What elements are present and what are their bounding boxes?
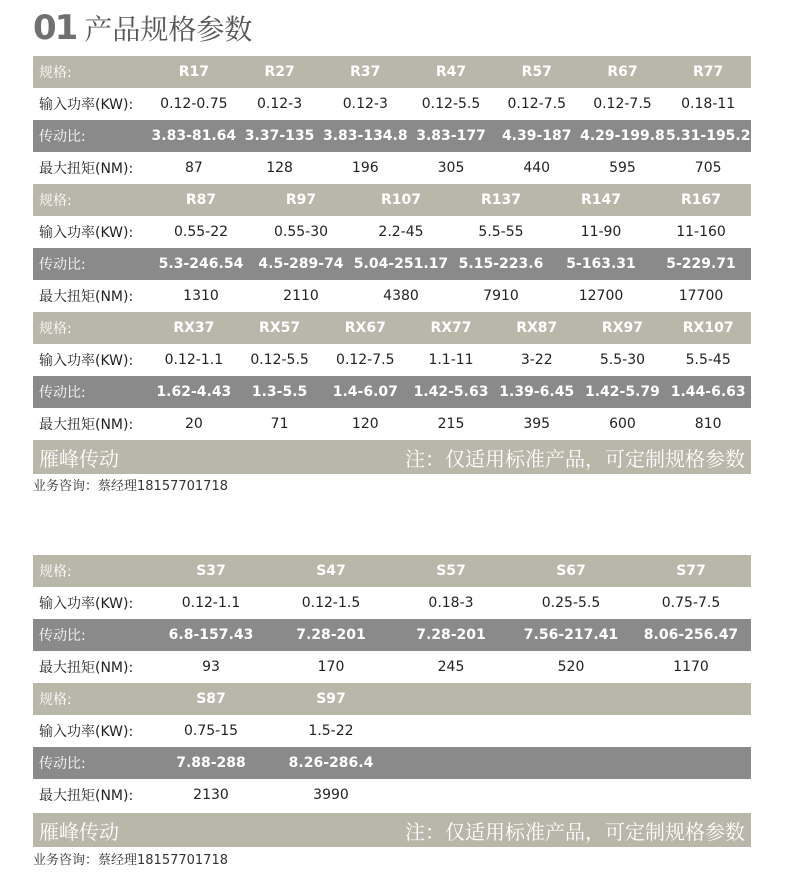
model-cell: R47	[435, 64, 467, 80]
spec-label: 规格:	[39, 321, 72, 337]
model-cell: S57	[436, 563, 466, 579]
model-cell: R107	[380, 192, 421, 208]
ratio-cell: 5-229.71	[666, 256, 736, 272]
model-cell: S37	[196, 563, 226, 579]
model-cell: RX77	[430, 320, 472, 336]
power-row	[33, 344, 751, 376]
ratio-cell: 3.83-177	[416, 128, 486, 144]
torque-cell: 12700	[578, 288, 624, 304]
footer-note: 注：仅适用标准产品，可定制规格参数	[405, 819, 745, 844]
torque-row	[33, 779, 751, 811]
power-cell: 0.18-11	[681, 96, 736, 112]
power-cell: 0.12-7.5	[507, 96, 566, 112]
torque-cell: 4380	[383, 288, 419, 304]
ratio-cell: 1.42-5.79	[585, 384, 660, 400]
power-cell: 1.5-22	[308, 723, 354, 739]
ratio-cell: 7.56-217.41	[523, 627, 619, 643]
ratio-cell: 1.39-6.45	[499, 384, 575, 400]
power-cell: 5.5-45	[685, 352, 731, 368]
torque-cell: 196	[351, 160, 379, 176]
power-cell: 0.12-1.5	[301, 595, 361, 611]
power-cell: 5.5-30	[599, 352, 646, 368]
model-cell: R77	[693, 64, 724, 80]
contact-info: 业务咨询：蔡经理18157701718	[33, 853, 228, 868]
torque-cell: 20	[184, 416, 203, 432]
model-cell: RX97	[601, 320, 643, 336]
ratio-cell: 1.44-6.63	[670, 384, 746, 400]
ratio-cell: 7.28-201	[416, 627, 486, 643]
power-cell: 0.12-7.5	[593, 96, 652, 112]
power-cell: 0.75-15	[183, 723, 239, 739]
ratio-cell: 5.3-246.54	[158, 256, 244, 272]
spec-label: 规格:	[39, 193, 72, 209]
ratio-row	[33, 747, 751, 779]
torque-row	[33, 408, 751, 440]
table-footer-banner	[33, 813, 751, 847]
torque-row	[33, 280, 751, 312]
ratio-row	[33, 376, 751, 408]
model-cell: R67	[607, 64, 638, 80]
torque-cell: 128	[266, 160, 293, 176]
ratio-cell: 1.3-5.5	[251, 384, 308, 400]
model-cell: S97	[316, 691, 346, 707]
ratio-label: 传动比:	[39, 628, 86, 644]
ratio-row	[33, 619, 751, 651]
model-cell: R57	[521, 64, 552, 80]
power-label: 输入功率(KW):	[39, 97, 134, 113]
spec-row	[33, 56, 751, 88]
power-cell: 0.25-5.5	[541, 595, 601, 611]
torque-cell: 595	[609, 160, 636, 176]
spec-row	[33, 312, 751, 344]
ratio-label: 传动比:	[39, 756, 86, 772]
ratio-cell: 4.29-199.8	[580, 128, 665, 144]
torque-cell: 245	[437, 659, 465, 675]
torque-label: 最大扭矩(NM):	[39, 417, 134, 433]
power-cell: 2.2-45	[378, 224, 424, 240]
torque-label: 最大扭矩(NM):	[39, 161, 134, 177]
power-cell: 0.12-5.5	[421, 96, 481, 112]
power-cell: 0.12-3	[342, 96, 388, 112]
ratio-cell: 7.28-201	[296, 627, 366, 643]
power-cell: 0.12-5.5	[250, 352, 309, 368]
spec-row	[33, 683, 751, 715]
ratio-cell: 6.8-157.43	[168, 627, 254, 643]
torque-cell: 215	[437, 416, 465, 432]
torque-cell: 305	[437, 160, 465, 176]
torque-cell: 705	[694, 160, 722, 176]
torque-cell: 395	[523, 416, 551, 432]
ratio-label: 传动比:	[39, 385, 86, 401]
power-row	[33, 715, 751, 747]
model-cell: RX57	[259, 320, 301, 336]
ratio-cell: 3.37-135	[244, 128, 315, 144]
ratio-cell: 5.31-195.2	[665, 128, 751, 144]
ratio-cell: 3.83-134.8	[322, 128, 408, 144]
power-cell: 5.5-55	[478, 224, 524, 240]
power-row	[33, 88, 751, 120]
model-cell: RX87	[516, 320, 558, 336]
power-label: 输入功率(KW):	[39, 225, 134, 241]
ratio-cell: 1.42-5.63	[413, 384, 489, 400]
model-cell: R17	[178, 64, 209, 80]
model-cell: R137	[480, 192, 521, 208]
contact-info: 业务咨询：蔡经理18157701718	[33, 479, 228, 494]
spec-label: 规格:	[39, 65, 72, 81]
spec-row	[33, 184, 751, 216]
power-label: 输入功率(KW):	[39, 724, 134, 740]
page-title	[33, 8, 252, 48]
power-cell: 0.12-1.1	[164, 352, 224, 368]
model-cell: R167	[680, 192, 721, 208]
torque-cell: 440	[523, 160, 551, 176]
ratio-cell: 7.88-288	[176, 755, 246, 771]
ratio-cell: 1.62-4.43	[156, 384, 232, 400]
torque-cell: 520	[557, 659, 585, 675]
torque-cell: 71	[270, 416, 289, 432]
table-footer-banner	[33, 440, 751, 474]
spec-label: 规格:	[39, 692, 72, 708]
model-cell: RX107	[682, 320, 734, 336]
power-row	[33, 587, 751, 619]
torque-row	[33, 152, 751, 184]
torque-label: 最大扭矩(NM):	[39, 289, 134, 305]
torque-cell: 170	[317, 659, 345, 675]
model-cell: S47	[316, 563, 346, 579]
ratio-row	[33, 120, 751, 152]
torque-cell: 17700	[678, 288, 724, 304]
spec-label: 规格:	[39, 564, 72, 580]
footer-note: 注：仅适用标准产品，可定制规格参数	[405, 446, 745, 471]
power-cell: 11-90	[580, 224, 622, 240]
torque-label: 最大扭矩(NM):	[39, 660, 134, 676]
model-cell: R147	[580, 192, 621, 208]
model-cell: RX37	[173, 320, 215, 336]
section-number: 01	[33, 8, 77, 48]
model-cell: R37	[350, 64, 381, 80]
power-cell: 0.12-3	[257, 96, 303, 112]
model-cell: S67	[556, 563, 586, 579]
ratio-cell: 8.26-286.4	[288, 755, 374, 771]
model-cell: S77	[676, 563, 706, 579]
power-cell: 0.55-22	[173, 224, 229, 240]
model-cell: S87	[196, 691, 226, 707]
ratio-cell: 8.06-256.47	[643, 627, 739, 643]
ratio-row	[33, 248, 751, 280]
power-label: 输入功率(KW):	[39, 353, 134, 369]
model-cell: R27	[264, 64, 295, 80]
power-cell: 0.12-7.5	[336, 352, 395, 368]
torque-cell: 3990	[313, 787, 349, 803]
power-label: 输入功率(KW):	[39, 596, 134, 612]
ratio-cell: 4.5-289-74	[258, 256, 344, 272]
power-cell: 0.75-7.5	[661, 595, 721, 611]
torque-cell: 87	[184, 160, 203, 176]
brand-name: 雁峰传动	[39, 819, 119, 844]
power-cell: 0.12-0.75	[160, 96, 228, 112]
spec-row	[33, 555, 751, 587]
ratio-label: 传动比:	[39, 129, 86, 145]
ratio-cell: 5-163.31	[566, 256, 636, 272]
torque-cell: 1170	[673, 659, 709, 675]
torque-cell: 810	[694, 416, 722, 432]
power-cell: 0.55-30	[273, 224, 329, 240]
brand-name: 雁峰传动	[39, 446, 119, 471]
torque-cell: 1310	[183, 288, 219, 304]
torque-row	[33, 651, 751, 683]
power-cell: 0.18-3	[428, 595, 474, 611]
ratio-cell: 1.4-6.07	[332, 384, 398, 400]
ratio-cell: 4.39-187	[501, 128, 572, 144]
power-cell: 11-160	[676, 224, 726, 240]
torque-label: 最大扭矩(NM):	[39, 788, 134, 804]
torque-cell: 2130	[193, 787, 229, 803]
spec-table-s-series	[33, 555, 751, 811]
torque-cell: 2110	[283, 288, 319, 304]
torque-cell: 120	[351, 416, 379, 432]
model-cell: RX67	[344, 320, 386, 336]
torque-cell: 7910	[483, 288, 519, 304]
model-cell: R87	[185, 192, 217, 208]
section-title: 产品规格参数	[84, 13, 253, 46]
power-row	[33, 216, 751, 248]
ratio-cell: 3.83-81.64	[151, 128, 237, 144]
torque-cell: 93	[202, 659, 220, 675]
power-cell: 3-22	[520, 352, 553, 368]
power-cell: 1.1-11	[428, 352, 474, 368]
power-cell: 0.12-1.1	[181, 595, 241, 611]
spec-table-r-series	[33, 56, 751, 440]
torque-cell: 600	[609, 416, 636, 432]
model-cell: R97	[285, 192, 317, 208]
ratio-label: 传动比:	[39, 257, 86, 273]
ratio-cell: 5.15-223.6	[458, 256, 544, 272]
ratio-cell: 5.04-251.17	[353, 256, 449, 272]
